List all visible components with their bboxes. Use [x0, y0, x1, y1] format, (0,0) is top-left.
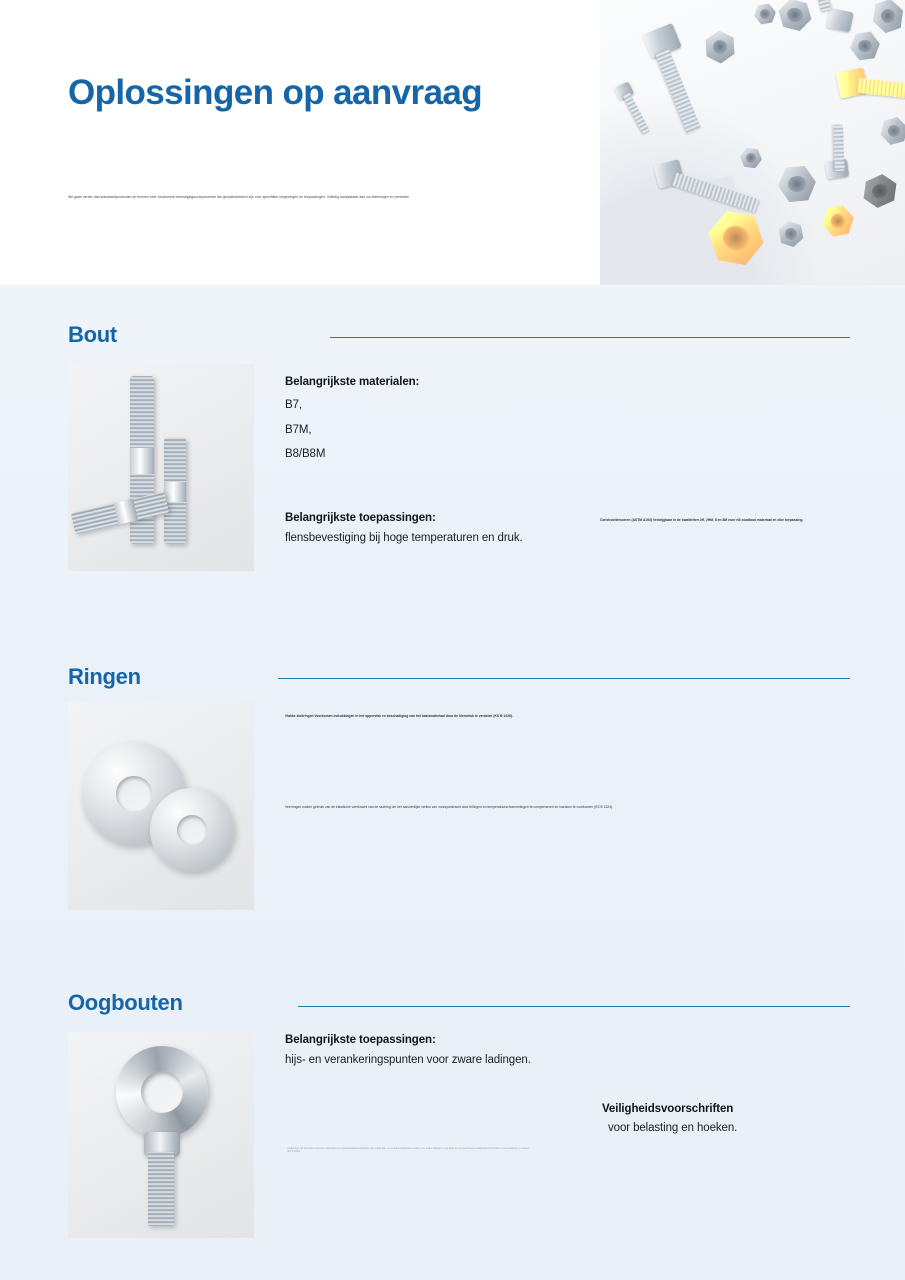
section-heading-oogbouten: Oogbouten: [68, 990, 183, 1015]
hero-nut-9: [752, 2, 777, 26]
hero-nut-6: [776, 164, 818, 204]
hero-subtitle: We gaan verder dan standaardproducten en leveren zeer functionele bevestigingscomponenten die geoptimaliseerd zijn voor specifieke omgevingen en toepassingen. Volledig aanpasbaar aan uw tekeningen en vereisten.: [68, 195, 410, 199]
hero-nut-8: [877, 115, 905, 148]
bout-material-1: B7,: [285, 399, 302, 411]
bout-applications-block: [285, 512, 625, 547]
hero-nut-2: [848, 30, 882, 62]
section-image-ringen: [68, 702, 254, 910]
bout-materials-label: Belangrijkste materialen:: [285, 376, 420, 388]
ringen-micro-flat-washers: Vlakke sluitringen Voorkomen indrukkingen in het oppervlak en beschadiging van het basismateriaal door de klemdruk te verdelen (KS B 1326).: [285, 714, 513, 718]
bout-applications-value: flensbevestiging bij hoge temperaturen en druk.: [285, 532, 523, 544]
oogbouten-safety-block: [602, 1103, 852, 1137]
hero-nut-7: [775, 219, 807, 250]
hero-nut-5: [739, 147, 764, 170]
oogbouten-safety-label: Veiligheidsvoorschriften: [602, 1103, 734, 1115]
bout-applications-label: Belangrijkste toepassingen:: [285, 512, 436, 524]
eyebolt-shank: [148, 1152, 174, 1226]
oogbouten-applications-block: [285, 1034, 625, 1069]
hero-nut-dark: [857, 170, 902, 212]
section-rule-bout: [330, 337, 850, 338]
section-rule-ringen: [278, 678, 850, 679]
oogbouten-safety-value: voor belasting en hoeken.: [608, 1122, 738, 1134]
bout-material-3: B8/B8M: [285, 448, 326, 461]
hero-nut-4: [867, 0, 905, 37]
section-heading-ringen: Ringen: [68, 664, 141, 689]
hero-banner: [0, 0, 905, 285]
oogbouten-applications-label: Belangrijkste toepassingen:: [285, 1034, 436, 1046]
bout-micro-note: Constructiemoeren (ASTM A194) Verkrijgbaar in de kwaliteiten 2H, 2HM, 8 en 8M voor elk studbout materiaal en elke toepassing.: [600, 518, 804, 522]
section-image-bout: [68, 364, 254, 571]
section-rule-oogbouten: [298, 1006, 850, 1007]
oogbouten-applications-value: hijs- en verankeringspunten voor zware ladingen.: [285, 1054, 531, 1066]
bout-materials-block: [285, 376, 605, 463]
bout-material-2: B7M,: [285, 423, 312, 436]
section-heading-bout: Bout: [68, 322, 117, 347]
stud-bolt-short: [164, 438, 186, 544]
hero-nut-3: [775, 0, 815, 34]
stud-bolt-lying: [71, 491, 169, 534]
hero-nut-brass-2: [819, 203, 857, 239]
eyebolt-ring: [116, 1046, 208, 1138]
washer-small: [150, 788, 234, 872]
page-title: Oplossingen op aanvraag: [68, 73, 483, 112]
hero-image-fasteners: [600, 0, 905, 285]
hero-nut-1: [699, 27, 741, 68]
section-image-oogbouten: [68, 1032, 254, 1238]
oogbouten-micro-note: Oogbouten zijn specifiek ontworpen hijsringen en verankeringsbevestigingen die veilige hijs- en verankeringspunten bieden voor zware ladingen; volg altijd de voorgeschreven veiligheidsvoorschriften voor belasting en hoeken (KS B 1024).: [287, 1147, 530, 1154]
ringen-micro-spring-washers: Veerringen maken gebruik van de elastische veerkracht van de sluitring om het aanzienlijke verlies van voorspankracht door trillingen en temperatuurschommelingen te compenseren en losraken te voorkomen (KS B 1324).: [285, 805, 614, 809]
